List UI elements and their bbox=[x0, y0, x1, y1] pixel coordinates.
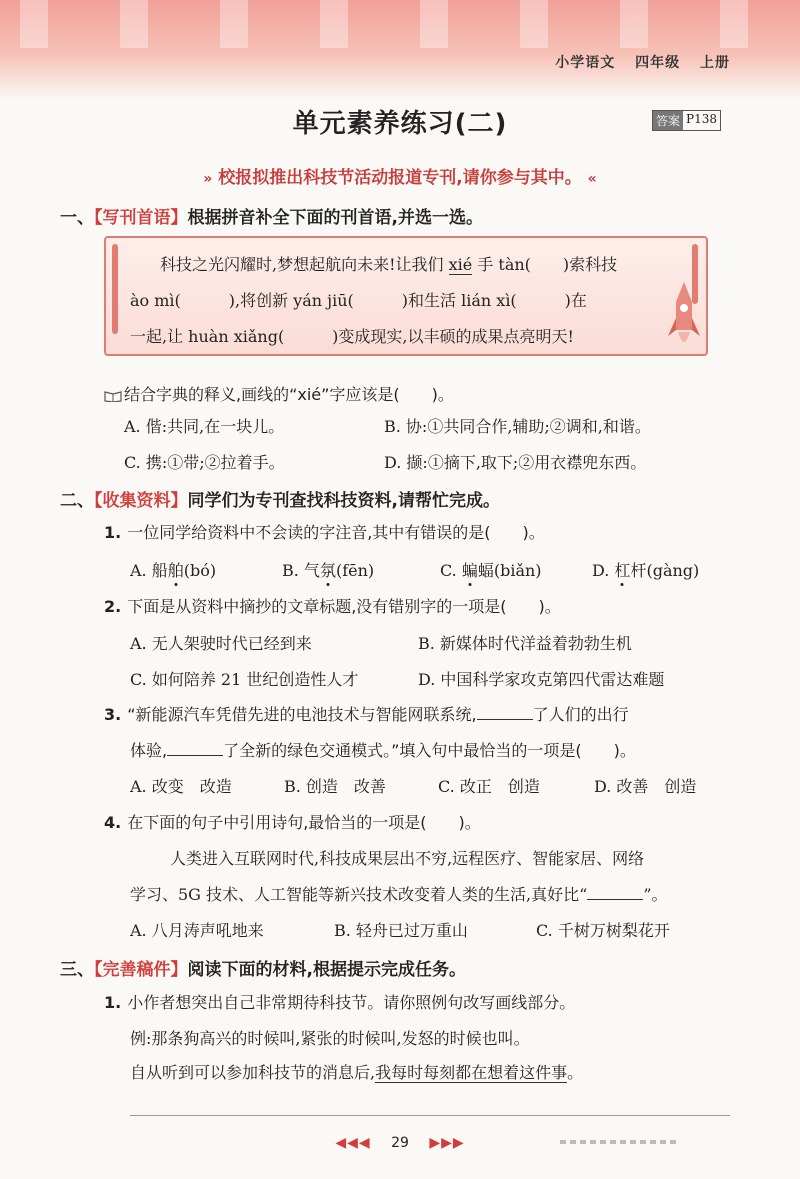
s3-example: 例:那条狗高兴的时候叫,紧张的时候叫,发怒的时候也叫。 bbox=[130, 1029, 530, 1048]
section-1-question: 结合字典的释义,画线的“xié”字应该是( )。 bbox=[104, 382, 454, 405]
option-1-b: B. 协:①共同合作,辅助;②调和,和谐。 bbox=[384, 417, 651, 436]
s2-q4-passage-a: 人类进入互联网时代,科技成果层出不穷,远程医疗、智能家居、网络 bbox=[170, 849, 645, 868]
box-line-3: 一起,让 huàn xiǎng( )变成现实,以丰硕的成果点亮明天! bbox=[130, 327, 574, 346]
s2-q1-option-b: B. 气氛(fēn) bbox=[282, 561, 375, 580]
s2-q3-option-d: D. 改善 创造 bbox=[594, 777, 697, 796]
underlined-phrase: 我每时每刻都在想着这件事 bbox=[375, 1063, 568, 1082]
option-1-c: C. 携:①带;②拉着手。 bbox=[124, 453, 285, 472]
s2-q2: 2. 下面是从资料中摘抄的文章标题,没有错别字的一项是( )。 bbox=[104, 597, 561, 616]
section-1-number: 一、 bbox=[60, 208, 94, 228]
s2-q3: 3. “新能源汽车凭借先进的电池技术与智能网联系统, 了人们的出行 bbox=[104, 705, 629, 724]
chevrons-right: « bbox=[587, 171, 597, 187]
s2-q4-passage-b: 学习、5G 技术、人工智能等新兴技术改变着人类的生活,真好比“ ”。 bbox=[130, 885, 668, 904]
section-3-heading: 三、【完善稿件】阅读下面的材料,根据提示完成任务。 bbox=[60, 960, 466, 980]
blank[interactable] bbox=[587, 885, 643, 900]
left-arrows-icon: ◀◀◀ bbox=[335, 1135, 371, 1151]
section-1-heading bbox=[60, 203, 483, 228]
header-band bbox=[0, 0, 800, 100]
s2-q3-cont: 体验, 了全新的绿色交通模式。”填入句中最恰当的一项是( )。 bbox=[130, 741, 636, 760]
page-number: 29 bbox=[391, 1135, 409, 1151]
s3-q1: 1. 小作者想突出自己非常期待科技节。请你照例句改写画线部分。 bbox=[104, 993, 576, 1012]
intro-line bbox=[0, 163, 800, 188]
blank[interactable] bbox=[477, 705, 533, 720]
s2-q3-option-a: A. 改变 改造 bbox=[130, 777, 232, 796]
s2-q1-option-c: C. 蝙蝠(biǎn) bbox=[440, 561, 542, 580]
header-grade: 四年级 bbox=[635, 55, 681, 71]
section-3-tag: 【完善稿件】 bbox=[94, 960, 188, 980]
s2-q3-option-c: C. 改正 创造 bbox=[438, 777, 540, 796]
section-2-tag: 【收集资料】 bbox=[94, 491, 188, 511]
s2-q1: 1. 一位同学给资料中不会读的字注音,其中有错误的是( )。 bbox=[104, 523, 545, 542]
page-number-bar bbox=[0, 1135, 800, 1151]
answer-page: P138 bbox=[686, 112, 717, 126]
answer-ref bbox=[652, 110, 721, 131]
intro-text: 校报拟推出科技节活动报道专刊,请你参与其中。 bbox=[218, 168, 582, 188]
page-title: 单元素养练习(二) bbox=[292, 109, 508, 139]
footer-divider bbox=[130, 1115, 730, 1116]
s2-q2-option-b: B. 新媒体时代洋益着勃勃生机 bbox=[418, 634, 632, 653]
option-1-a: A. 偕:共同,在一块儿。 bbox=[124, 417, 285, 436]
header-subject: 小学语文 bbox=[555, 55, 616, 71]
section-1-tag: 【写刊首语】 bbox=[94, 208, 188, 228]
xie-underlined: xié bbox=[448, 255, 473, 274]
book-icon bbox=[104, 390, 122, 402]
s2-q1-option-a: A. 船舶(bó) bbox=[130, 561, 217, 580]
s3-sentence: 自从听到可以参加科技节的消息后,我每时每刻都在想着这件事。 bbox=[130, 1063, 584, 1082]
option-1-d: D. 撷:①摘下,取下;②用衣襟兜东西。 bbox=[384, 453, 647, 472]
s2-q4-option-b: B. 轻舟已过万重山 bbox=[334, 921, 468, 940]
box-line-2: ào mì( ),将创新 yán jiū( )和生活 lián xì( )在 bbox=[130, 291, 587, 310]
s2-q2-option-a: A. 无人架驶时代已经到来 bbox=[130, 634, 312, 653]
rocket-icon bbox=[666, 280, 702, 352]
section-2-heading: 二、【收集资料】同学们为专刊查找科技资料,请帮忙完成。 bbox=[60, 491, 500, 511]
s2-q2-option-d: D. 中国科学家攻克第四代雷达难题 bbox=[418, 670, 665, 689]
chevrons-left: » bbox=[203, 171, 213, 187]
s2-q4-option-a: A. 八月涛声吼地来 bbox=[130, 921, 264, 940]
s2-q4-option-c: C. 千树万树梨花开 bbox=[536, 921, 670, 940]
s2-q1-option-d: D. 杠杆(gàng) bbox=[592, 561, 700, 580]
s2-q2-option-c: C. 如何陪养 21 世纪创造性人才 bbox=[130, 670, 359, 689]
header-info bbox=[541, 52, 730, 72]
right-arrows-icon: ▶▶▶ bbox=[429, 1135, 465, 1151]
header-volume: 上册 bbox=[700, 55, 730, 71]
footer-faint-text bbox=[560, 1140, 680, 1144]
blank[interactable] bbox=[167, 741, 223, 756]
section-1-text: 根据拼音补全下面的刊首语,并选一选。 bbox=[187, 208, 483, 228]
s2-q4: 4. 在下面的句子中引用诗句,最恰当的一项是( )。 bbox=[104, 813, 481, 832]
answer-label: 答案 bbox=[653, 111, 683, 130]
box-line-1: 科技之光闪耀时,梦想起航向未来!让我们 xié 手 tàn( )索科技 bbox=[160, 255, 618, 274]
s2-q3-option-b: B. 创造 改善 bbox=[284, 777, 386, 796]
